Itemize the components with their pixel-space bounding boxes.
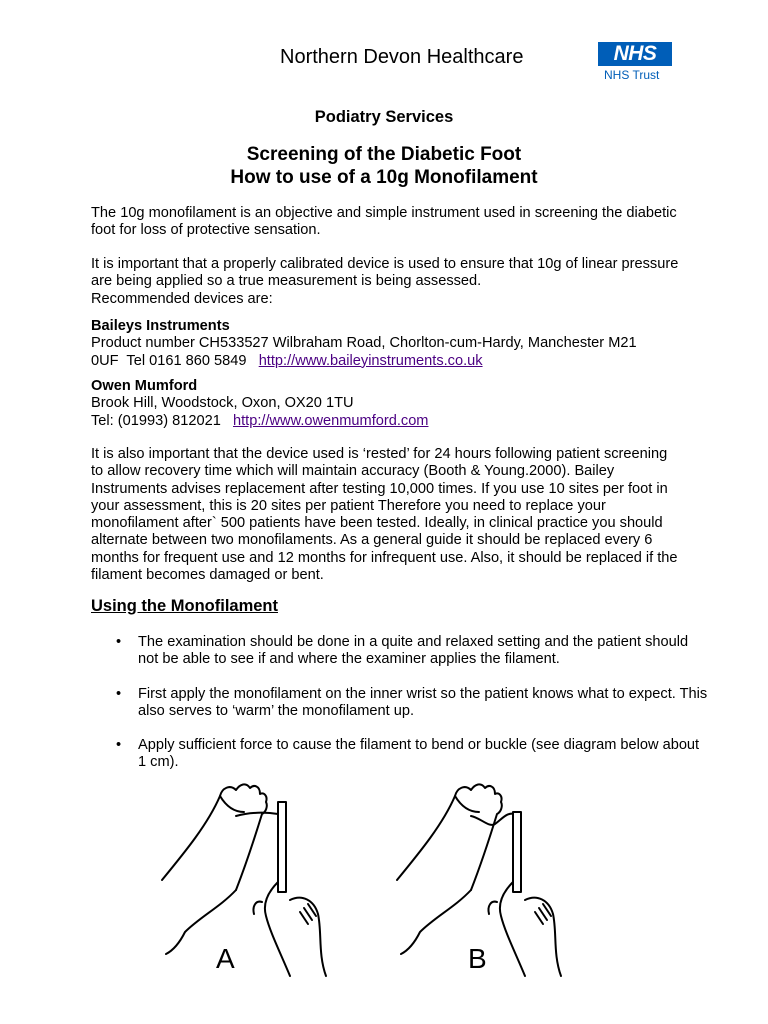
- important-text: It is important that a properly calibrated device is used to ensure that 10g of linear pressure are being applied so a true measurement is being assessed.: [91, 256, 679, 290]
- bullet-text: The examination should be done in a quite and relaxed setting and the patient should not be able to see if and where the examiner applies the filament.: [138, 634, 689, 668]
- baileys-link[interactable]: http://www.baileyinstruments.co.uk: [258, 352, 483, 369]
- device-baileys: [91, 318, 691, 370]
- recommended-text: Recommended devices are:: [91, 290, 273, 307]
- diagram-label-a: A: [216, 943, 235, 974]
- bullet-icon: •: [116, 634, 122, 650]
- title-line-1: Screening of the Diabetic Foot: [246, 144, 522, 165]
- section-heading: Using the Monofilament: [91, 597, 278, 615]
- rested-paragraph: [91, 446, 681, 584]
- service-heading: Podiatry Services: [314, 108, 454, 126]
- title-line-2: How to use of a 10g Monofilament: [230, 167, 538, 188]
- bullet-icon: •: [116, 737, 122, 753]
- device-name: Owen Mumford: [91, 378, 198, 394]
- device-contact: [91, 413, 691, 430]
- bullet-text: First apply the monofilament on the inner wrist so the patient knows what to expect. This also serves to ‘warm’ the monofilament up.: [138, 686, 708, 720]
- diagram-label-b: B: [468, 943, 487, 974]
- device-address: Brook Hill, Woodstock, Oxon, OX20 1TU: [91, 395, 354, 412]
- page-title: [0, 143, 768, 189]
- device-name: Baileys Instruments: [91, 318, 230, 334]
- intro-paragraph: [91, 205, 691, 240]
- device-contact: [91, 353, 691, 370]
- rested-text: It is also important that the device used is ‘rested’ for 24 hours following patient screening to allow recovery time which will maintain accuracy (Booth & Young.2000). Bailey Instruments advises replacement after testing 10,000 times. If you use 10 sites per foot in your assessment, this is 20 sites per patient Therefore you need to replace your monofilament after` 500 patients have been tested. Ideally, in clinical practice you should alternate between two monofilaments. As a general guide it should be replaced every 6 months for frequent use and 12 months for infrequent use. Also, it should be replaced if the filament becomes damaged or bent.: [91, 446, 678, 584]
- org-name: Northern Devon Healthcare: [280, 46, 524, 68]
- device-owen-mumford: [91, 378, 691, 430]
- nhs-logo: NHS: [598, 42, 672, 66]
- device-address: Product number CH533527 Wilbraham Road, Chorlton-cum-Hardy, Manchester M21: [91, 335, 637, 352]
- letterhead: [280, 42, 680, 82]
- device-phone: 0UF Tel 0161 860 5849: [91, 352, 255, 369]
- important-paragraph: [91, 256, 691, 308]
- trust-name: NHS Trust: [604, 68, 660, 82]
- bullet-text: Apply sufficient force to cause the filament to bend or buckle (see diagram below about 1 cm).: [138, 737, 700, 771]
- bullet-icon: •: [116, 686, 122, 702]
- device-phone: Tel: (01993) 812021: [91, 412, 229, 429]
- owenmumford-link[interactable]: http://www.owenmumford.com: [233, 412, 429, 429]
- intro-text: The 10g monofilament is an objective and simple instrument used in screening the diabetic foot for loss of protective sensation.: [91, 205, 677, 239]
- foot-illustration-a: [162, 784, 326, 976]
